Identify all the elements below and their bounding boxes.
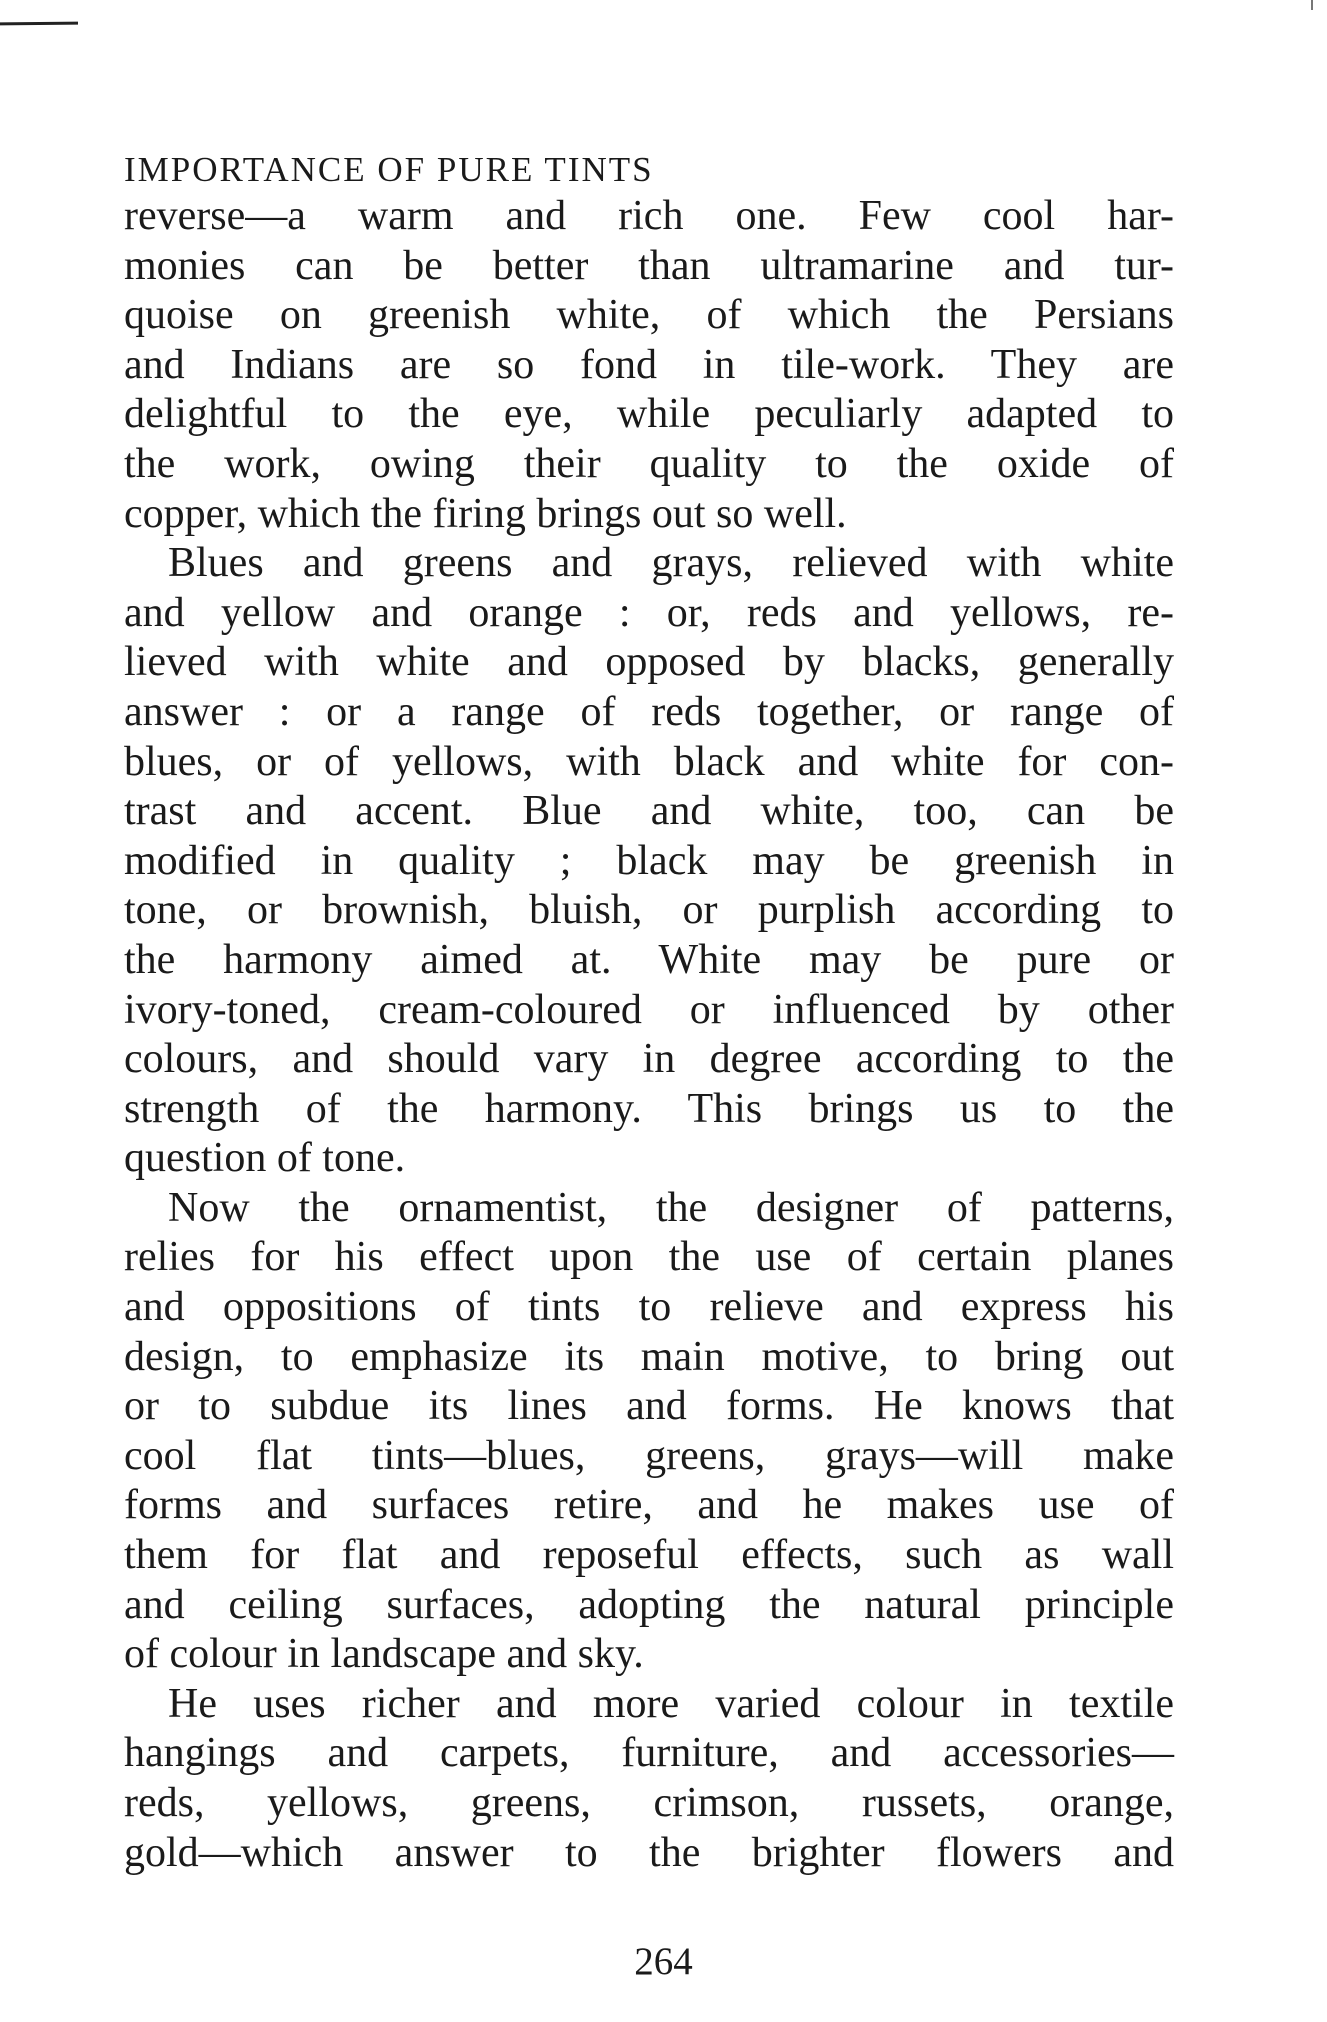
text-line: of colour in landscape and sky. — [124, 1631, 644, 1678]
page-number: 264 — [634, 1940, 693, 1983]
text-line: relies for his effect upon the use of certain planes — [124, 1234, 1174, 1281]
text-line: answer : or a range of reds together, or range of — [124, 688, 1174, 735]
body-text — [124, 192, 1174, 1878]
text-line: cool flat tints—blues, greens, grays—will make — [124, 1432, 1174, 1479]
text-line: reds, yellows, greens, crimson, russets, orange, — [124, 1780, 1174, 1826]
text-line: He uses richer and more varied colour in textile — [168, 1680, 1174, 1727]
text-line: ivory-toned, cream-coloured or influenced by other — [124, 986, 1174, 1033]
text-line: tone, or brownish, bluish, or purplish according to — [124, 887, 1174, 934]
text-line: lieved with white and opposed by blacks, generally — [124, 639, 1174, 686]
text-line: them for flat and reposeful effects, such as wall — [124, 1532, 1174, 1579]
text-line: delightful to the eye, while peculiarly adapted to — [124, 391, 1174, 438]
text-line: copper, which the firing brings out so well. — [124, 490, 847, 537]
text-line: colours, and should vary in degree according to the — [124, 1036, 1174, 1083]
text-line: design, to emphasize its main motive, to bring out — [124, 1333, 1174, 1380]
text-line: strength of the harmony. This brings us to the — [124, 1085, 1174, 1132]
scan-edge-mark — [1311, 0, 1313, 10]
text-line: and yellow and orange : or, reds and yellows, re- — [124, 589, 1174, 636]
text-line: the harmony aimed at. White may be pure or — [124, 936, 1174, 983]
text-line: hangings and carpets, furniture, and accessories— — [124, 1730, 1174, 1777]
text-line: quoise on greenish white, of which the Persians — [124, 292, 1174, 339]
text-line: and oppositions of tints to relieve and express his — [124, 1284, 1174, 1331]
text-line: trast and accent. Blue and white, too, can be — [124, 788, 1174, 835]
text-line: and ceiling surfaces, adopting the natural principle — [124, 1581, 1174, 1628]
text-line: modified in quality ; black may be greenish in — [124, 837, 1174, 884]
text-line: gold—which answer to the brighter flowers and — [124, 1829, 1174, 1876]
text-line: Now the ornamentist, the designer of patterns, — [168, 1184, 1174, 1231]
text-line: reverse—a warm and rich one. Few cool har- — [124, 193, 1174, 239]
text-line: Blues and greens and grays, relieved with white — [168, 540, 1174, 587]
text-line: forms and surfaces retire, and he makes use of — [124, 1482, 1174, 1529]
text-line: question of tone. — [124, 1135, 406, 1182]
scan-corner-mark — [0, 22, 78, 26]
text-line: the work, owing their quality to the oxide of — [124, 440, 1174, 487]
text-line: or to subdue its lines and forms. He knows that — [124, 1383, 1174, 1430]
text-line: blues, or of yellows, with black and white for con- — [124, 738, 1174, 785]
text-line: monies can be better than ultramarine and tur- — [124, 242, 1174, 289]
text-line: and Indians are so fond in tile-work. They are — [124, 341, 1174, 388]
running-head: IMPORTANCE OF PURE TINTS — [124, 150, 654, 189]
